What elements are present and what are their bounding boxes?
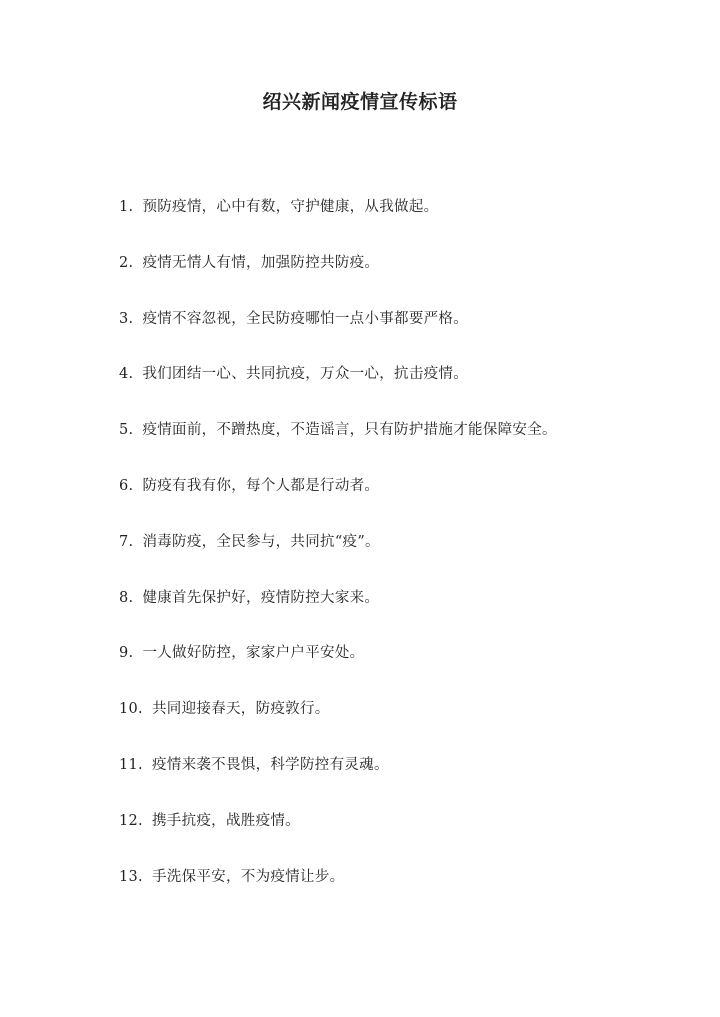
slogan-text: 疫情无情人有情，加强防控共防疫。: [142, 254, 380, 271]
slogan-text: 疫情面前，不蹭热度，不造谣言，只有防护措施才能保障安全。: [142, 422, 557, 439]
slogan-number: 6.: [119, 477, 134, 494]
slogan-item: [119, 527, 679, 583]
slogan-number: 9.: [119, 645, 134, 662]
slogan-item: [119, 694, 679, 750]
slogan-number: 5.: [119, 422, 134, 439]
slogan-number: 13.: [119, 868, 143, 885]
slogan-number: 11.: [119, 756, 143, 773]
slogan-text: 手洗保平安，不为疫情让步。: [151, 868, 345, 885]
slogan-list: [119, 192, 679, 917]
slogan-text: 共同迎接春天，防疫敦行。: [151, 701, 330, 718]
slogan-number: 10.: [119, 701, 143, 718]
slogan-number: 3.: [119, 310, 134, 327]
slogan-item: [119, 471, 679, 527]
slogan-item: [119, 862, 679, 918]
slogan-text: 防疫有我有你，每个人都是行动者。: [142, 477, 380, 494]
slogan-item: [119, 750, 679, 806]
slogan-number: 2.: [119, 254, 134, 271]
slogan-number: 7.: [119, 533, 134, 550]
slogan-text: 消毒防疫，全民参与，共同抗“疫”。: [142, 533, 380, 550]
slogan-number: 1.: [119, 199, 134, 215]
slogan-text: 一人做好防控，家家户户平安处。: [142, 645, 365, 662]
slogan-text: 我们团结一心、共同抗疫，万众一心，抗击疫情。: [142, 366, 469, 383]
slogan-number: 4.: [119, 366, 134, 383]
slogan-item: [119, 806, 679, 862]
slogan-number: 12.: [119, 812, 143, 829]
document-title: 绍兴新闻疫情宣传标语: [262, 91, 458, 113]
slogan-number: 8.: [119, 589, 134, 606]
slogan-text: 疫情来袭不畏惧，科学防控有灵魂。: [151, 756, 389, 773]
slogan-text: 健康首先保护好，疫情防控大家来。: [142, 589, 380, 606]
slogan-text: 预防疫情，心中有数，守护健康，从我做起。: [142, 199, 439, 215]
slogan-text: 携手抗疫，战胜疫情。: [151, 812, 300, 829]
slogan-text: 疫情不容忽视，全民防疫哪怕一点小事都要严格。: [142, 310, 469, 327]
slogan-item: [119, 248, 679, 304]
slogan-item: [119, 359, 679, 415]
slogan-item: [119, 415, 679, 471]
slogan-item: [119, 583, 679, 639]
slogan-item: [119, 304, 679, 360]
slogan-item: [119, 638, 679, 694]
slogan-item: [119, 192, 679, 248]
